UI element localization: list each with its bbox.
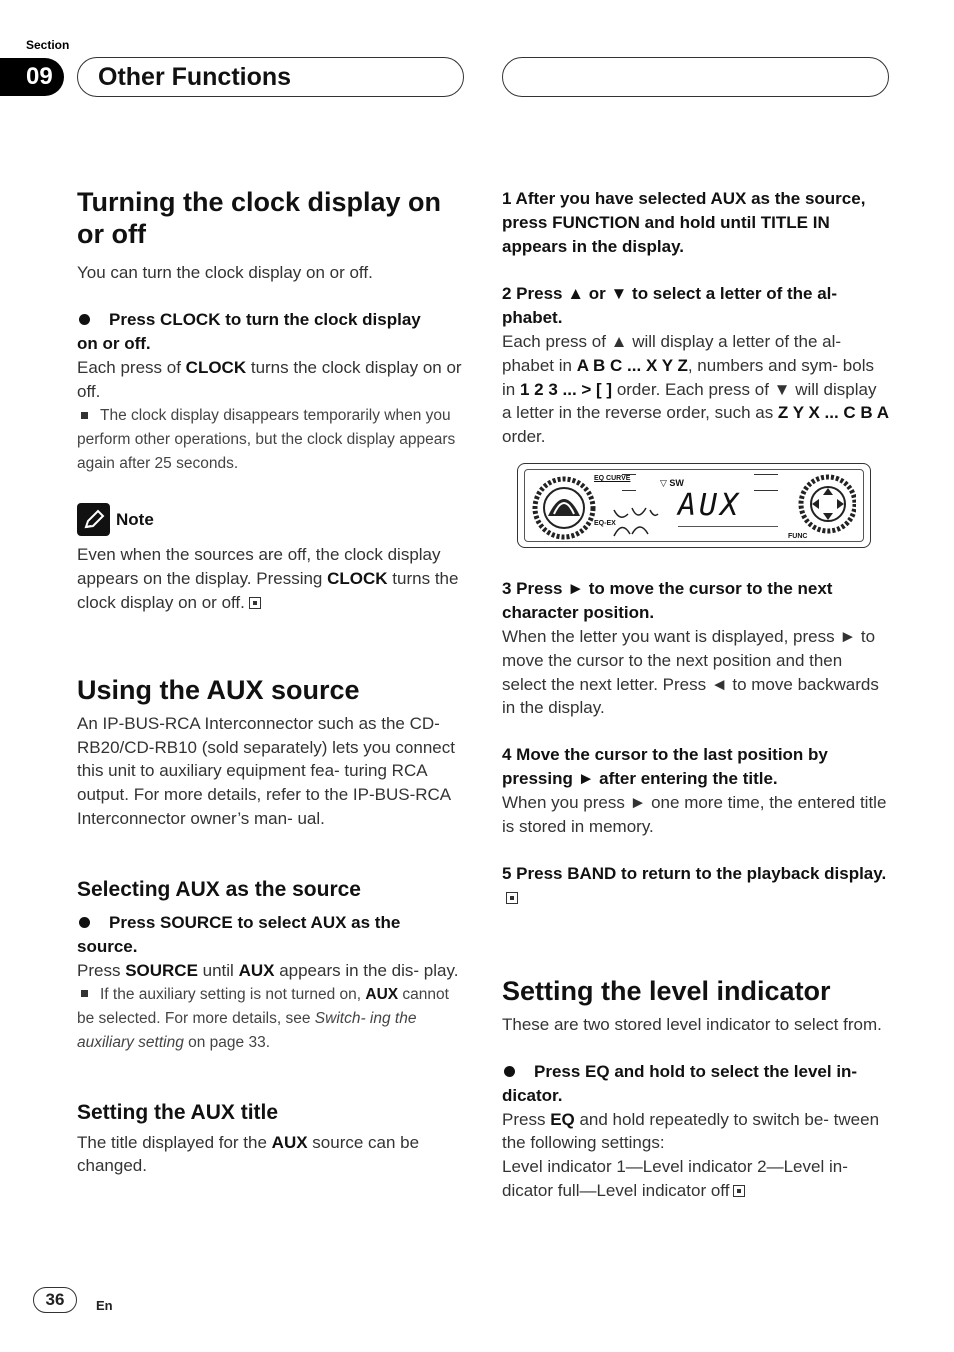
lcd-eq-ex: EQ-EX <box>594 519 616 527</box>
title-body: The title displayed for the AUX source can be changed. <box>77 1132 420 1176</box>
note-header <box>77 503 467 536</box>
step-1: 1 After you have selected AUX as the source, press FUNCTION and hold until TITLE IN appears in the display. <box>502 189 866 256</box>
step-5-head: 5 Press BAND to return to the playback display. <box>502 862 890 910</box>
lcd-eq-curve: EQ CURVE <box>594 474 631 482</box>
right-column <box>502 187 890 1203</box>
note-pencil-icon <box>77 503 110 536</box>
step-3-head: 3 Press ► to move the cursor to the next character position. <box>502 578 833 622</box>
clock-intro: You can turn the clock display on or off. <box>77 263 373 282</box>
lcd-display-illustration <box>517 463 871 548</box>
end-mark-icon <box>733 1185 745 1197</box>
language-code: En <box>96 1298 113 1313</box>
step-3-body: When the letter you want is displayed, press ► to move the cursor to the next position and then select the next letter. Press ◄ to move backwards in the display. <box>502 626 879 718</box>
select-body: Press SOURCE until AUX appears in the dis- play. <box>77 960 459 980</box>
step-2-body: Each press of ▲ will display a letter of the al- phabet in A B C ... X Y Z, numbers and sym- bols in 1 2 3 ... > [ ] order. Each press of ▼ will display a letter in the reverse order, such as Z Y X ... C B A order. <box>502 332 890 447</box>
clock-instruction: Press CLOCK to turn the clock display <box>77 308 467 332</box>
step-4-head: 4 Move the cursor to the last position by pressing ► after entering the title. <box>502 745 828 789</box>
select-heading: Selecting AUX as the source <box>77 877 361 901</box>
end-mark-icon <box>249 597 261 609</box>
left-column <box>77 186 467 1178</box>
level-sequence: Level indicator 1—Level indicator 2—Level in- dicator full—Level indicator off <box>502 1157 848 1200</box>
tip-square-icon <box>81 990 88 997</box>
lcd-sw: ▽ SW <box>660 477 684 488</box>
level-instruction: Press EQ and hold to select the level in- <box>502 1060 890 1084</box>
step-4-body: When you press ► one more time, the entered title is stored in memory. <box>502 793 887 836</box>
bullet-icon <box>79 917 90 928</box>
bullet-icon <box>79 314 90 325</box>
clock-instruction-cont: on or off. <box>77 333 151 353</box>
level-arc-icon <box>610 500 662 540</box>
bullet-icon <box>504 1066 515 1077</box>
speaker-graphic-icon <box>532 476 596 540</box>
section-title: Other Functions <box>77 57 464 97</box>
select-tip: If the auxiliary setting is not turned on, AUX cannot be selected. For more details, see Switch- ing the auxiliary setting on page 33. <box>77 985 449 1051</box>
section-label: Section <box>26 38 70 52</box>
select-instruction-cont: source. <box>77 936 138 956</box>
level-body: Press EQ and hold repeatedly to switch be- tween the following settings: <box>502 1109 880 1153</box>
note-label: Note <box>116 509 154 529</box>
header-pill-empty <box>502 57 889 97</box>
clock-heading: Turning the clock display on or off <box>77 187 442 249</box>
page-number: 36 <box>33 1287 77 1313</box>
tip-square-icon <box>81 412 88 419</box>
level-instruction-cont: dicator. <box>502 1085 563 1105</box>
note-text: Even when the sources are off, the clock display appears on the display. Pressing CLOCK turns the clock display on or off. <box>77 545 459 612</box>
joystick-dial-icon <box>794 474 856 540</box>
section-number-badge: 09 <box>0 58 64 96</box>
level-intro: These are two stored level indicator to select from. <box>502 1014 882 1034</box>
select-instruction: Press SOURCE to select AUX as the <box>77 911 467 935</box>
clock-tip: The clock display disappears temporarily when you perform other operations, but the clock display appears again after 25 seconds. <box>77 407 456 473</box>
title-heading: Setting the AUX title <box>77 1100 279 1124</box>
end-mark-icon <box>506 892 518 904</box>
level-heading: Setting the level indicator <box>502 975 831 1006</box>
lcd-text: AUX <box>678 487 742 523</box>
clock-body: Each press of CLOCK turns the clock display on or off. <box>77 357 462 401</box>
lcd-func: FUNC <box>788 532 808 540</box>
aux-body: An IP-BUS-RCA Interconnector such as the CD-RB20/CD-RB10 (sold separately) lets you connect this unit to auxiliary equipment fea- turing RCA output. For more details, refer to the IP-BUS-RCA Interconnector owner’s man- ual. <box>77 713 455 828</box>
aux-heading: Using the AUX source <box>77 674 360 705</box>
step-2-head: 2 Press ▲ or ▼ to select a letter of the al- phabet. <box>502 284 838 327</box>
